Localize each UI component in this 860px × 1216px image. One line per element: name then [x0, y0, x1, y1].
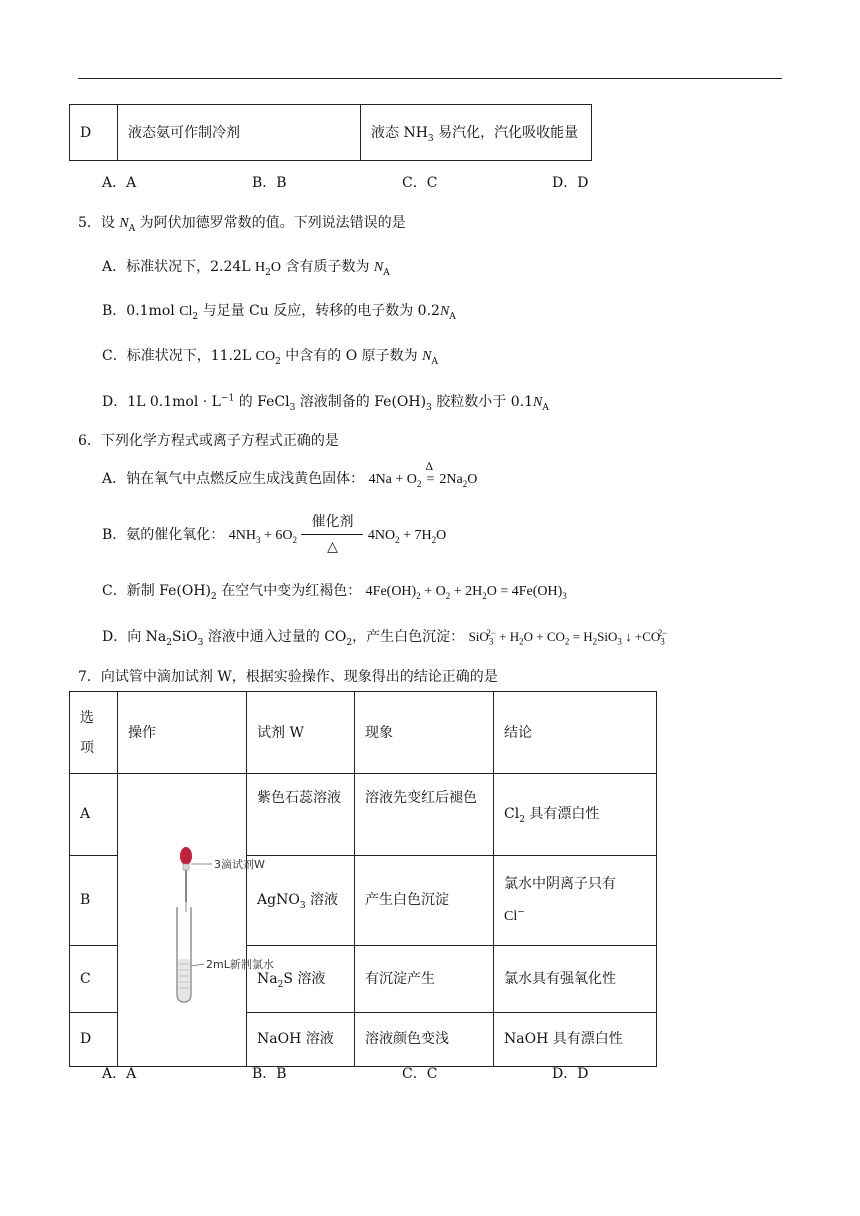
row-phenomenon: 溶液颜色变浅	[355, 1012, 494, 1066]
row-option: B	[70, 855, 118, 945]
header-option: 选项	[70, 692, 118, 774]
q4-option-c[interactable]: C．C	[402, 175, 438, 191]
q6-stem: 6．下列化学方程式或离子方程式正确的是	[78, 433, 339, 449]
q7-table	[69, 691, 657, 1067]
q7-option-d[interactable]: D．D	[552, 1066, 589, 1082]
q6-option-d[interactable]: D．向 $Na_2SiO_3$ 溶液中通入过量的 $CO_2$，产生白色沉淀： $SiO_3^{2-} + H_2O + CO_2 = H_2SiO_3$ ↓ $+CO_3^{2-}$	[102, 627, 668, 648]
q4-table-row-d	[69, 104, 592, 161]
q6-option-b[interactable]: B．氨的催化氧化： $4NH_3 + 6O_2$ 催化剂 △ $4NO_2 + 7H_2O$	[102, 514, 447, 555]
row-reagent: AgNO$_3$ 溶液	[247, 855, 355, 945]
dropper-bulb-icon	[180, 847, 192, 865]
row-reagent: 紫色石蕊溶液	[247, 774, 355, 856]
row-phenomenon: 有沉淀产生	[355, 945, 494, 1012]
figure-label-chlorine-water: 2mL新制氯水	[206, 958, 274, 971]
row-conclusion: 氯水中阴离子只有 Cl−	[494, 855, 657, 945]
header-operation: 操作	[118, 692, 247, 774]
header-reagent: 试剂 W	[247, 692, 355, 774]
header-conclusion: 结论	[494, 692, 657, 774]
q5-option-a[interactable]: A．标准状况下，2.24L $H_2O$ 含有质子数为 $N_A$	[102, 259, 390, 278]
row-reagent: NaOH 溶液	[247, 1012, 355, 1066]
q4-option-a[interactable]: A．A	[102, 175, 137, 191]
table-header-row	[70, 692, 657, 774]
row-d-reason: 液态 $NH_3$ 易汽化，汽化吸收能量	[361, 105, 592, 161]
q7-option-c[interactable]: C．C	[402, 1066, 438, 1082]
q6-a-condition: Δ	[425, 458, 434, 473]
q7-stem: 7．向试管中滴加试剂 W，根据实验操作、现象得出的结论正确的是	[78, 669, 498, 685]
q6-option-c[interactable]: C．新制 $Fe(OH)_2$ 在空气中变为红褐色： $4Fe(OH)_2 + O_2 + 2H_2O = 4Fe(OH)_3$	[102, 583, 567, 602]
row-d-fact: 液态氨可作制冷剂	[118, 105, 361, 161]
header-rule	[78, 78, 782, 79]
row-option: A	[70, 774, 118, 856]
q7-options	[102, 1063, 588, 1083]
row-d-label: D	[70, 105, 118, 161]
row-phenomenon: 产生白色沉淀	[355, 855, 494, 945]
row-option: C	[70, 945, 118, 1012]
row-conclusion: 氯水具有强氧化性	[494, 945, 657, 1012]
q6-b-condition: 催化剂 △	[301, 525, 363, 545]
q5-stem: 5．设 $N_A$ 为阿伏加德罗常数的值。下列说法错误的是	[78, 215, 406, 234]
row-conclusion: NaOH 具有漂白性	[494, 1012, 657, 1066]
q5-option-d[interactable]: D．1L $0.1mol \cdot L^{-1}$ 的 FeCl$_3$ 溶液制备的 $Fe(OH)_3$ 胶粒数小于 $0.1N_A$	[102, 393, 549, 413]
q4-option-d[interactable]: D．D	[552, 175, 589, 191]
operation-figure	[118, 774, 274, 1067]
q4-options	[102, 172, 588, 192]
table-row	[70, 774, 657, 856]
header-phenomenon: 现象	[355, 692, 494, 774]
row-reagent: $Na_2S$ 溶液	[247, 945, 355, 1012]
row-option: D	[70, 1012, 118, 1066]
q6-option-a[interactable]: A．钠在氧气中点燃反应生成浅黄色固体： $4Na + O_2$ Δ = $2Na_2O$	[102, 458, 478, 489]
q5-option-c[interactable]: C．标准状况下，11.2L $CO_2$ 中含有的 O 原子数为 $N_A$	[102, 348, 438, 367]
q7-option-a[interactable]: A．A	[102, 1066, 137, 1082]
figure-label-reagent: 3滴试剂W	[214, 858, 265, 871]
row-conclusion: $Cl_2$ 具有漂白性	[494, 774, 657, 856]
row-phenomenon: 溶液先变红后褪色	[355, 774, 494, 856]
test-tube-figure	[118, 774, 274, 1054]
q4-option-b[interactable]: B．B	[252, 175, 287, 191]
q5-option-b[interactable]: B．0.1mol $Cl_2$ 与足量 Cu 反应，转移的电子数为 $0.2N_A$	[102, 303, 456, 322]
q7-option-b[interactable]: B．B	[252, 1066, 287, 1082]
